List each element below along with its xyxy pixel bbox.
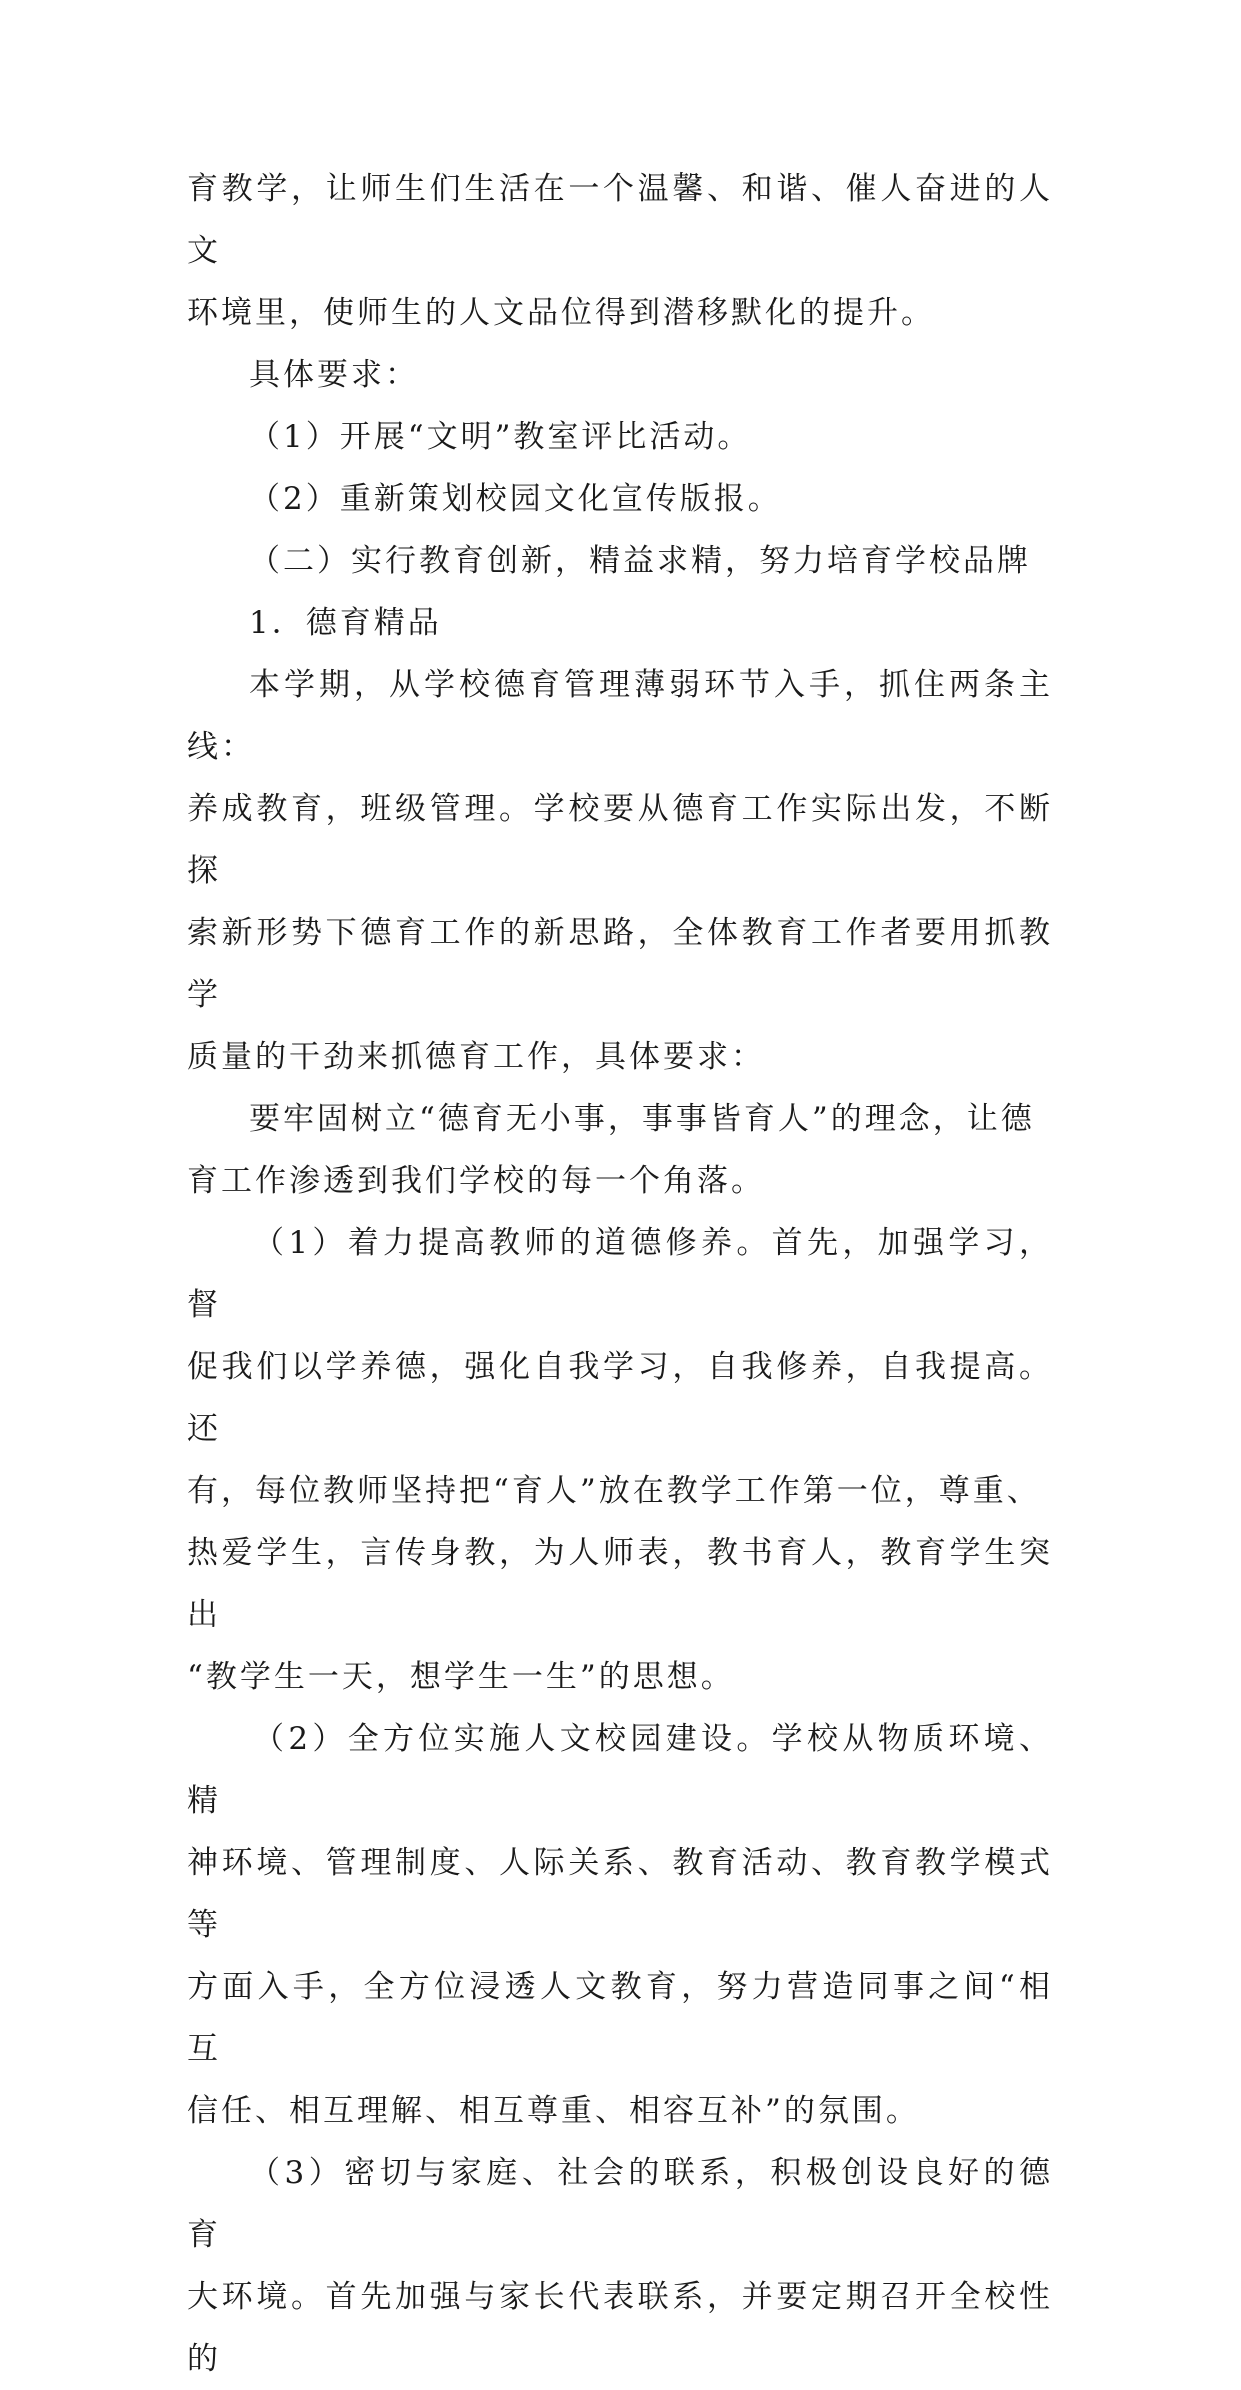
text-line: 神环境、管理制度、人际关系、教育活动、教育教学模式等 (187, 1845, 1053, 1943)
paragraph-7 (187, 654, 1053, 1088)
paragraph-9 (187, 1212, 1053, 1708)
text-line: （2）重新策划校园文化宣传版报。 (249, 481, 782, 517)
paragraph-3 (187, 406, 1053, 468)
paragraph-2 (187, 344, 1053, 406)
text-line: 本学期，从学校德育管理薄弱环节入手，抓住两条主线： (187, 667, 1053, 765)
text-line: （二）实行教育创新，精益求精，努力培育学校品牌 (249, 543, 1031, 579)
text-line: 育工作渗透到我们学校的每一个角落。 (187, 1163, 765, 1199)
text-line: 方面入手，全方位浸透人文教育，努力营造同事之间“相互 (187, 1969, 1053, 2067)
text-line: 养成教育，班级管理。学校要从德育工作实际出发，不断探 (187, 791, 1053, 889)
paragraph-10 (187, 1708, 1053, 2142)
text-line: 大环境。首先加强与家长代表联系，并要定期召开全校性的 (187, 2279, 1053, 2377)
paragraph-11 (187, 2142, 1053, 2390)
text-line: 具体要求： (249, 357, 419, 393)
paragraph-8 (187, 1088, 1053, 1212)
text-line: （1）着力提高教师的道德修养。首先，加强学习，督 (187, 1225, 1053, 1323)
paragraph-4 (187, 468, 1053, 530)
text-line: 索新形势下德育工作的新思路，全体教育工作者要用抓教学 (187, 915, 1053, 1013)
text-line: （2）全方位实施人文校园建设。学校从物质环境、精 (187, 1721, 1053, 1819)
text-line: 质量的干劲来抓德育工作，具体要求： (187, 1039, 765, 1075)
text-line: （3）密切与家庭、社会的联系，积极创设良好的德育 (187, 2155, 1053, 2253)
text-line: 促我们以学养德，强化自我学习，自我修养，自我提高。还 (187, 1349, 1053, 1447)
text-line: “教学生一天，想学生一生”的思想。 (187, 1659, 735, 1695)
text-line: 育教学，让师生们生活在一个温馨、和谐、催人奋进的人文 (187, 171, 1053, 269)
document-body (187, 158, 1053, 2390)
text-line: 1．德育精品 (249, 605, 442, 641)
text-line: 信任、相互理解、相互尊重、相容互补”的氛围。 (187, 2093, 920, 2129)
section-heading (187, 530, 1053, 592)
text-line: （1）开展“文明”教室评比活动。 (249, 419, 752, 455)
text-line: 要牢固树立“德育无小事，事事皆育人”的理念，让德 (249, 1101, 1035, 1137)
text-line: 环境里，使师生的人文品位得到潜移默化的提升。 (187, 295, 935, 331)
text-line: 热爱学生，言传身教，为人师表，教书育人，教育学生突出 (187, 1535, 1053, 1633)
paragraph-1 (187, 158, 1053, 344)
subsection-heading (187, 592, 1053, 654)
text-line: 有，每位教师坚持把“育人”放在教学工作第一位，尊重、 (187, 1473, 1041, 1509)
